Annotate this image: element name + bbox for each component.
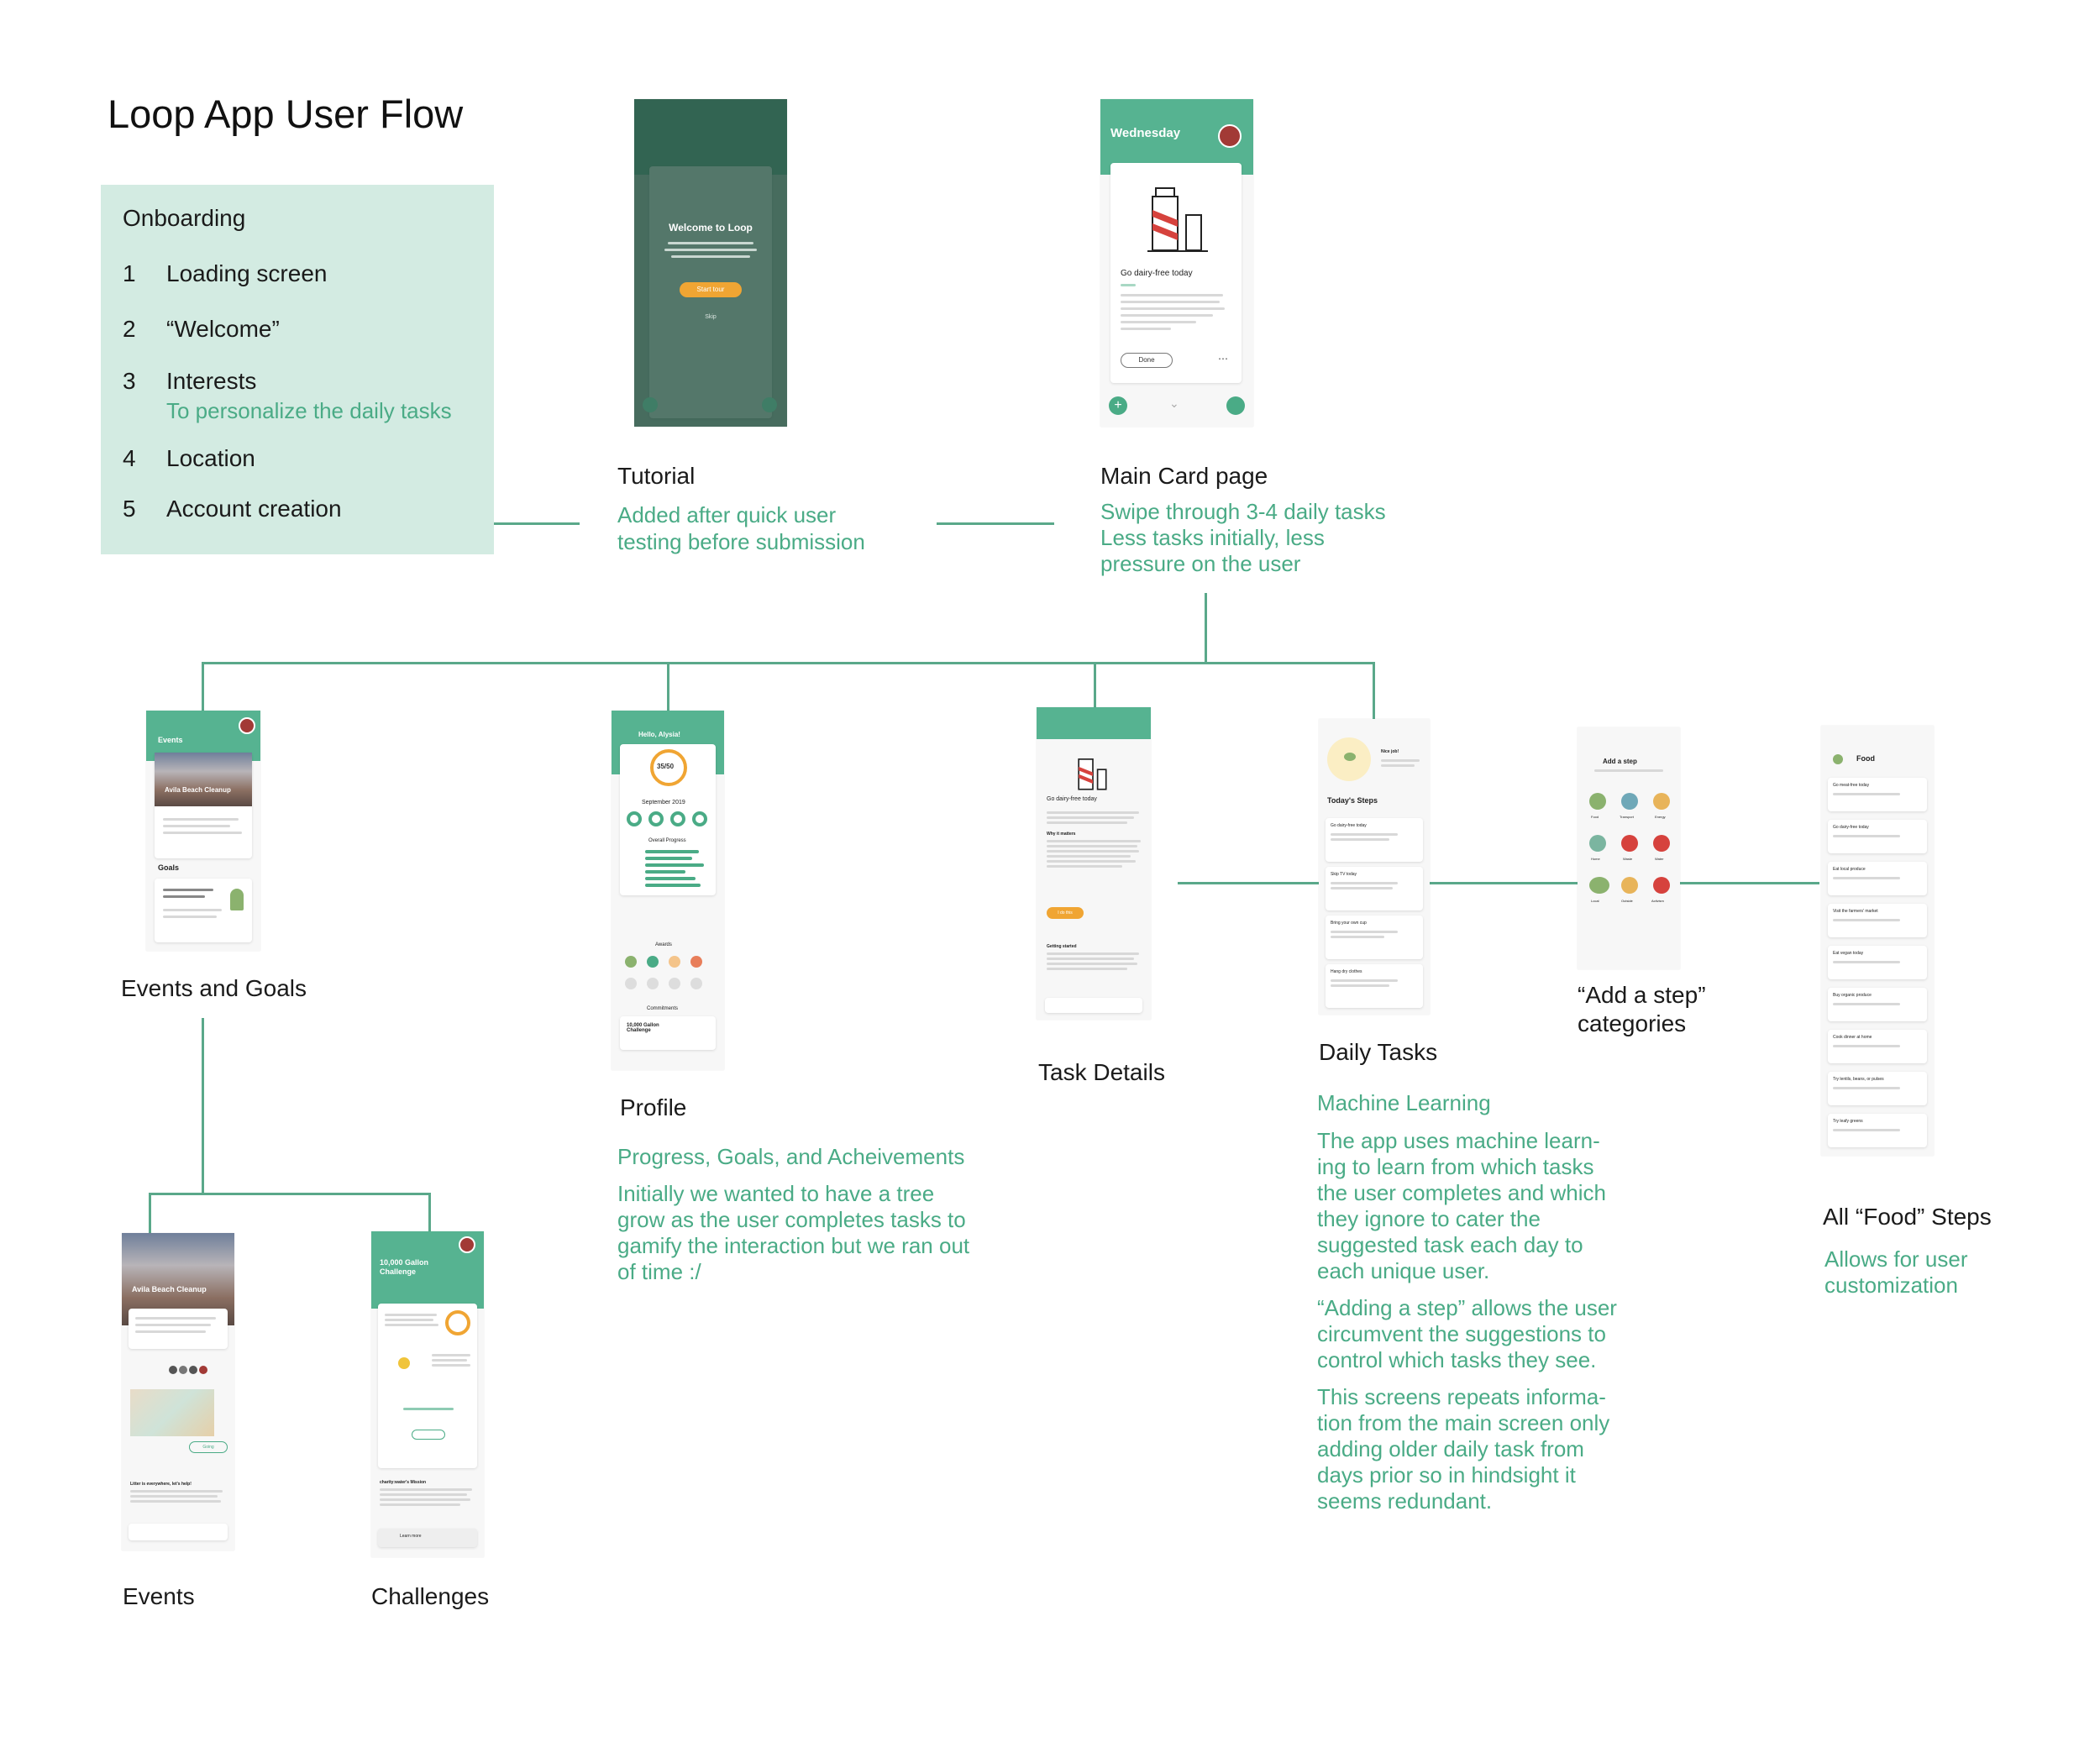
event-card[interactable]	[155, 753, 252, 858]
challenge-card[interactable]	[620, 1016, 716, 1050]
add-step-phone-screen[interactable]: Add a step Food Transport Energy Home Waste Water Local Outside Activism	[1578, 727, 1680, 969]
milk-carton-icon	[1075, 753, 1110, 791]
profile-greeting: Hello, Alysia!	[638, 731, 680, 738]
chevron-down-icon[interactable]: ⌄	[1169, 396, 1179, 410]
connector-line	[1094, 662, 1096, 707]
event-title: Avila Beach Cleanup	[132, 1285, 207, 1293]
food-steps-note-line: Allows for user	[1824, 1246, 1968, 1272]
connector-line	[1178, 882, 1319, 884]
learn-more-card[interactable]: Learn more	[378, 1529, 477, 1547]
tutorial-start-button[interactable]: Start tour	[680, 282, 742, 297]
connector-line	[1205, 593, 1207, 664]
daily-tasks-note-heading: Machine Learning	[1317, 1090, 1491, 1115]
tutorial-welcome-title: Welcome to Loop	[669, 222, 753, 233]
award-icon	[647, 956, 659, 968]
award-icon	[647, 978, 659, 989]
onboarding-step: 1 Loading screen	[123, 260, 328, 286]
task-list-item[interactable]: Bring your own cup	[1326, 916, 1423, 959]
plant-icon	[230, 889, 244, 910]
food-steps-note-line: customization	[1824, 1272, 1958, 1298]
task-list-item[interactable]: Hang dry clothes	[1326, 964, 1423, 1008]
profile-phone-screen[interactable]	[612, 711, 724, 1070]
food-step-item[interactable]: Eat vegan today	[1828, 946, 1927, 979]
tutorial-label: Tutorial	[617, 463, 696, 489]
food-step-item[interactable]: Eat local produce	[1828, 862, 1927, 895]
map-thumbnail[interactable]	[130, 1389, 214, 1436]
connector-line	[149, 1193, 151, 1235]
profile-note-line: grow as the user completes tasks to	[617, 1207, 966, 1232]
food-step-item[interactable]: Try leafy greens	[1828, 1114, 1927, 1147]
events-goals-phone-screen[interactable]	[146, 711, 260, 951]
connector-line	[202, 662, 1375, 664]
food-steps-label: All “Food” Steps	[1823, 1204, 1992, 1230]
profile-icon[interactable]	[1226, 396, 1245, 415]
daily-tasks-note-line: tion from the main screen only	[1317, 1410, 1610, 1435]
onboarding-step: 2 “Welcome”	[123, 316, 280, 342]
challenges-label: Challenges	[371, 1583, 490, 1609]
profile-note-heading: Progress, Goals, and Acheivements	[617, 1144, 965, 1169]
profile-commitments: Commitments	[647, 1006, 679, 1011]
task-details-label: Task Details	[1038, 1059, 1165, 1085]
profile-awards: Awards	[655, 942, 672, 947]
daily-tasks-note-line: the user completes and which	[1317, 1180, 1606, 1205]
events-goals-title: Events	[158, 736, 183, 744]
learn-more-card[interactable]	[129, 1524, 228, 1540]
profile-label: Profile	[620, 1094, 687, 1120]
task-list-item[interactable]: Skip TV today	[1326, 867, 1423, 910]
add-icon[interactable]: +	[1109, 396, 1127, 415]
menu-icon	[762, 397, 777, 412]
events-goals-label: Events and Goals	[121, 975, 307, 1001]
category-icon[interactable]	[1621, 835, 1638, 852]
milk-carton-icon	[1147, 185, 1208, 254]
profile-note-line: Initially we wanted to have a tree	[617, 1181, 935, 1206]
add-step-label: categories	[1578, 1010, 1687, 1036]
add-step-title: Add a step	[1603, 758, 1637, 765]
events-label: Events	[123, 1583, 195, 1609]
profile-score: 35/50	[657, 763, 675, 770]
connector-line	[494, 522, 580, 525]
tutorial-note-line: testing before submission	[617, 529, 865, 554]
onboarding-step: 4 Location	[123, 445, 255, 471]
daily-tasks-note-line: The app uses machine learn-	[1317, 1128, 1600, 1153]
tutorial-note-line: Added after quick user	[617, 502, 837, 527]
done-button[interactable]: Done	[1121, 353, 1173, 368]
profile-month: September 2019	[642, 800, 685, 805]
category-icon[interactable]	[1589, 877, 1609, 894]
main-card-label: Main Card page	[1100, 463, 1268, 489]
main-card-task-title: Go dairy-free today	[1121, 269, 1193, 278]
page-title: Loop App User Flow	[108, 92, 464, 136]
daily-tasks-label: Daily Tasks	[1319, 1039, 1438, 1065]
profile-note-line: gamify the interaction but we ran out	[617, 1233, 970, 1258]
avatar[interactable]	[239, 717, 255, 734]
onboarding-step-note: To personalize the daily tasks	[166, 398, 452, 423]
daily-tasks-note-line: “Adding a step” allows the user	[1317, 1295, 1617, 1320]
challenges-phone-screen[interactable]	[371, 1231, 484, 1557]
connector-line	[1678, 882, 1819, 884]
task-card[interactable]	[1110, 163, 1242, 383]
event-title: Avila Beach Cleanup	[165, 786, 231, 794]
daily-tasks-note-line: circumvent the suggestions to	[1317, 1321, 1606, 1346]
main-card-day: Wednesday	[1110, 126, 1181, 140]
going-button[interactable]: Going	[189, 1441, 228, 1453]
main-card-phone-screen[interactable]	[1100, 99, 1253, 427]
food-steps-phone-screen[interactable]	[1821, 726, 1934, 1156]
award-icon	[625, 978, 637, 989]
main-card-note-line: Swipe through 3-4 daily tasks	[1100, 499, 1386, 524]
food-step-item[interactable]: Try lentils, beans, or pulses	[1828, 1072, 1927, 1105]
learn-more-card[interactable]	[1045, 998, 1142, 1013]
daily-tasks-note-line: each unique user.	[1317, 1258, 1490, 1283]
food-steps-title: Food	[1856, 754, 1875, 763]
connector-line	[428, 1193, 431, 1235]
tutorial-skip-link[interactable]: Skip	[705, 314, 717, 320]
daily-tasks-note-line: This screens repeats informa-	[1317, 1384, 1606, 1409]
daily-tasks-note-line: seems redundant.	[1317, 1488, 1493, 1514]
daily-tasks-note-line: adding older daily task from	[1317, 1436, 1584, 1461]
award-icon	[669, 978, 680, 989]
challenge-mission-heading: charity:water's Mission	[380, 1480, 427, 1485]
daily-tasks-note-line: suggested task each day to	[1317, 1232, 1583, 1257]
connector-line	[937, 522, 1054, 525]
beach-photo	[155, 753, 252, 806]
daily-tasks-note-line: days prior so in hindsight it	[1317, 1462, 1576, 1488]
category-icon[interactable]	[1653, 877, 1670, 894]
charity-water-logo	[398, 1357, 410, 1369]
goal-card[interactable]	[155, 879, 252, 942]
attendee-avatar	[199, 1366, 207, 1374]
challenge-title: 10,000 Gallon Challenge	[380, 1258, 429, 1276]
attendee-avatar	[189, 1366, 197, 1374]
category-icon[interactable]	[1653, 835, 1670, 852]
why-it-matters-heading: Why it matters	[1047, 832, 1076, 837]
category-icon[interactable]	[1589, 793, 1606, 810]
avatar[interactable]	[459, 1236, 475, 1253]
add-icon	[643, 397, 658, 412]
goals-heading: Goals	[158, 863, 180, 872]
food-step-item[interactable]: Go meat-free today	[1828, 778, 1927, 811]
add-step-label: “Add a step”	[1578, 982, 1706, 1008]
more-icon[interactable]: ⋯	[1218, 353, 1228, 365]
onboarding-heading: Onboarding	[123, 205, 246, 231]
award-icon	[625, 956, 637, 968]
daily-tasks-note-line: they ignore to cater the	[1317, 1206, 1541, 1231]
onboarding-step: 3 Interests	[123, 368, 257, 394]
profile-challenge: 10,000 Gallon Challenge	[627, 1023, 659, 1033]
category-icon[interactable]	[1621, 793, 1638, 810]
commit-button[interactable]: I do this	[1047, 907, 1084, 919]
profile-note-line: of time :/	[617, 1259, 701, 1284]
progress-card	[620, 744, 716, 895]
attendee-avatar	[179, 1366, 187, 1374]
profile-overall-progress: Overall Progress	[648, 838, 686, 843]
onboarding-step: 5 Account creation	[123, 496, 342, 522]
task-details-title: Go dairy-free today	[1047, 796, 1097, 802]
category-icon[interactable]	[1621, 877, 1638, 894]
award-icon	[669, 956, 680, 968]
task-details-phone-screen[interactable]	[1037, 707, 1151, 1020]
main-card-note-line: Less tasks initially, less	[1100, 525, 1325, 550]
food-icon	[1833, 754, 1843, 764]
avatar[interactable]	[1218, 124, 1242, 148]
todays-steps-heading: Today's Steps	[1327, 796, 1378, 805]
task-list-item[interactable]: Go dairy-free today	[1326, 818, 1423, 862]
category-icon[interactable]	[1589, 835, 1606, 852]
connector-line	[149, 1193, 431, 1195]
food-step-item[interactable]: Cook dinner at home	[1828, 1030, 1927, 1063]
food-step-item[interactable]: Visit the farmers' market	[1828, 904, 1927, 937]
food-step-item[interactable]: Go dairy-free today	[1828, 820, 1927, 853]
connector-line	[667, 662, 669, 712]
events-phone-screen[interactable]	[122, 1233, 234, 1550]
food-step-item[interactable]: Buy organic produce	[1828, 988, 1927, 1021]
daily-tasks-note-line: ing to learn from which tasks	[1317, 1154, 1594, 1179]
connector-line	[1373, 662, 1375, 719]
award-icon	[690, 978, 702, 989]
connector-line	[202, 1018, 204, 1194]
award-icon	[690, 956, 702, 968]
tutorial-phone-screen[interactable]	[634, 99, 787, 427]
daily-tasks-note-line: control which tasks they see.	[1317, 1347, 1597, 1372]
events-litter-heading: Litter is everywhere, let's help!	[130, 1482, 192, 1487]
onboarding-panel	[101, 185, 494, 554]
commit-button[interactable]	[412, 1430, 445, 1440]
nice-job-text: Nice job!	[1381, 749, 1399, 754]
main-card-note-line: pressure on the user	[1100, 551, 1301, 576]
connector-line	[1426, 882, 1578, 884]
daily-tasks-phone-screen[interactable]	[1319, 719, 1430, 1015]
getting-started-heading: Getting started	[1047, 944, 1077, 949]
attendee-avatar	[169, 1366, 177, 1374]
connector-line	[202, 662, 204, 712]
category-icon[interactable]	[1653, 793, 1670, 810]
